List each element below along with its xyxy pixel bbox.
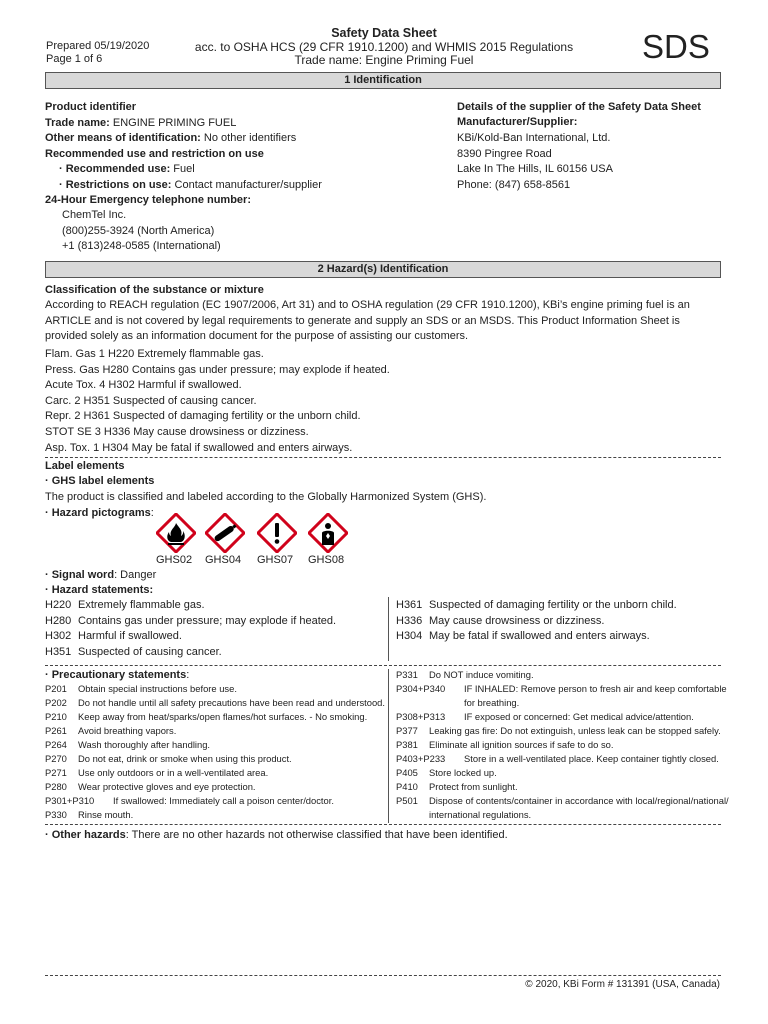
health-hazard-icon xyxy=(308,513,348,553)
statement-text: Avoid breathing vapors. xyxy=(78,725,177,736)
regulation-line: acc. to OSHA HCS (29 CFR 1910.1200) and WHMIS 2015 Regulations xyxy=(194,40,574,54)
statement-code: H220 xyxy=(45,599,72,611)
pictogram-code: GHS04 xyxy=(205,554,242,566)
statement-text: Eliminate all ignition sources if safe to do so. xyxy=(429,739,614,750)
identification-label: Trade name: xyxy=(45,116,110,129)
statement-code: P304+P340 xyxy=(396,683,446,694)
statement-row xyxy=(45,781,256,792)
identification-row xyxy=(45,132,296,144)
statement-code: P210 xyxy=(45,711,67,722)
divider xyxy=(45,824,721,825)
identification-value: Contact manufacturer/supplier xyxy=(171,178,322,191)
signal-word: · Signal word: Danger xyxy=(45,569,157,581)
classification-item: Press. Gas H280 Contains gas under pressure; may explode if heated. xyxy=(45,363,390,376)
classification-item: STOT SE 3 H336 May cause drowsiness or dizziness. xyxy=(45,426,309,438)
statement-code: P261 xyxy=(45,725,67,736)
statement-row xyxy=(45,753,292,764)
section-1-header: 1 Identification xyxy=(45,72,721,89)
statement-text: Keep away from heat/sparks/open flames/hot surfaces. - No smoking. xyxy=(78,711,368,722)
statement-code: P377 xyxy=(396,725,418,736)
statement-text: Do not handle until all safety precautions have been read and understood. xyxy=(78,697,385,708)
statement-code: H280 xyxy=(45,614,72,627)
statement-row xyxy=(396,683,727,694)
statement-text: IF exposed or concerned: Get medical advice/attention. xyxy=(464,711,694,722)
statement-code: P330 xyxy=(45,809,67,820)
identification-value: No other identifiers xyxy=(200,132,297,144)
divider xyxy=(45,457,721,458)
identification-label: Recommended use and restriction on use xyxy=(45,147,264,160)
label-elements-heading: Label elements xyxy=(45,460,125,472)
statement-text: Protect from sunlight. xyxy=(429,781,518,792)
hazard-pictograms-label: · Hazard pictograms: xyxy=(45,507,154,519)
ghs-text: The product is classified and labeled according to the Globally Harmonized System (GHS). xyxy=(45,491,487,503)
statement-text: Obtain special instructions before use. xyxy=(78,683,237,694)
identification-value: Fuel xyxy=(170,163,195,175)
exclamation-icon xyxy=(257,513,297,553)
statement-row xyxy=(396,725,721,736)
section-2-header: 2 Hazard(s) Identification xyxy=(45,261,721,278)
statement-text: Use only outdoors or in a well-ventilated area. xyxy=(78,767,269,778)
statement-row xyxy=(396,767,497,778)
statement-row xyxy=(45,615,336,627)
identification-label: Other means of identification: xyxy=(45,132,201,144)
pictogram-code: GHS02 xyxy=(156,554,193,566)
identification-label: Product identifier xyxy=(45,101,137,113)
page-number: Page 1 of 6 xyxy=(46,53,103,65)
statement-row xyxy=(396,795,729,806)
statement-row xyxy=(396,781,518,792)
hazard-statements-label: · Hazard statements: xyxy=(45,584,154,596)
statement-code: H351 xyxy=(45,645,72,658)
prepared-date: Prepared 05/19/2020 xyxy=(46,40,150,52)
divider xyxy=(45,665,721,666)
statement-row xyxy=(396,669,534,680)
identification-row xyxy=(45,148,264,160)
statement-row xyxy=(45,630,182,642)
statement-row xyxy=(396,753,719,764)
statement-row xyxy=(45,683,237,694)
emergency-line: +1 (813)248-0585 (International) xyxy=(62,240,221,252)
statement-code: H304 xyxy=(396,630,423,642)
statement-code: P301+P310 xyxy=(45,795,95,806)
statement-text: IF INHALED: Remove person to fresh air and keep comfortable xyxy=(464,683,727,694)
identification-value: ENGINE PRIMING FUEL xyxy=(109,116,237,129)
column-divider xyxy=(388,597,389,661)
statement-code: P270 xyxy=(45,753,67,764)
statement-text: May cause drowsiness or dizziness. xyxy=(429,614,605,627)
statement-row xyxy=(45,599,205,611)
statement-code: P410 xyxy=(396,781,418,792)
statement-code: H302 xyxy=(45,630,72,642)
supplier-line: Lake In The Hills, IL 60156 USA xyxy=(457,163,613,175)
supplier-heading: Details of the supplier of the Safety Data Sheet xyxy=(457,101,701,113)
statement-text: Rinse mouth. xyxy=(78,809,134,820)
statement-code: P280 xyxy=(45,781,67,792)
manufacturer-label: Manufacturer/Supplier: xyxy=(457,116,578,128)
identification-row xyxy=(59,179,322,191)
column-divider xyxy=(388,669,389,823)
supplier-line: 8390 Pingree Road xyxy=(457,147,552,160)
footer-divider xyxy=(45,975,721,976)
pictogram-code: GHS07 xyxy=(257,554,294,566)
statement-code: H336 xyxy=(396,614,423,627)
classification-item: Carc. 2 H351 Suspected of causing cancer. xyxy=(45,394,257,407)
statement-code: P331 xyxy=(396,669,418,680)
identification-row xyxy=(59,163,195,175)
statement-code: P501 xyxy=(396,795,418,806)
statement-text: Store locked up. xyxy=(429,767,497,778)
statement-row xyxy=(45,739,210,750)
statement-code: P202 xyxy=(45,697,67,708)
flame-icon xyxy=(156,513,196,553)
classification-item: Repr. 2 H361 Suspected of damaging fertility or the unborn child. xyxy=(45,410,361,423)
document-title: Safety Data Sheet xyxy=(331,26,437,40)
statement-code: P201 xyxy=(45,683,67,694)
statement-row xyxy=(45,767,268,778)
trade-name-line: Trade name: Engine Priming Fuel xyxy=(294,53,474,67)
statement-continuation: for breathing. xyxy=(464,697,520,708)
statement-row xyxy=(45,809,133,820)
statement-continuation: international regulations. xyxy=(429,809,532,820)
statement-row xyxy=(45,795,334,806)
classification-item: Asp. Tox. 1 H304 May be fatal if swallowed and enters airways. xyxy=(45,441,353,454)
statement-code: P271 xyxy=(45,767,67,778)
statement-code: P405 xyxy=(396,767,418,778)
statement-text: Do not eat, drink or smoke when using this product. xyxy=(78,753,292,764)
statement-text: Extremely flammable gas. xyxy=(78,599,205,611)
statement-text: May be fatal if swallowed and enters airways. xyxy=(429,630,650,642)
identification-label: · Recommended use: xyxy=(59,163,171,175)
statement-code: P381 xyxy=(396,739,418,750)
identification-label: 24-Hour Emergency telephone number: xyxy=(45,194,251,206)
statement-text: Store in a well-ventilated place. Keep container tightly closed. xyxy=(464,753,719,764)
supplier-line: Phone: (847) 658-8561 xyxy=(457,178,571,191)
statement-text: Wear protective gloves and eye protection. xyxy=(78,781,256,792)
identification-row xyxy=(45,117,236,129)
statement-text: If swallowed: Immediately call a poison center/doctor. xyxy=(113,795,334,806)
classification-text: According to REACH regulation (EC 1907/2006, Art 31) and to OSHA regulation (29 CFR 1910.1200), KBi’s engine priming fuel is an ARTICLE and is not covered by legal requirements to generate and supply an SDS or an MSDS. This Product Information Sheet is provided solely as an information document for the purpose of assisting our customers. xyxy=(45,299,690,343)
emergency-line: ChemTel Inc. xyxy=(62,209,127,221)
statement-text: Leaking gas fire: Do not extinguish, unless leak can be stopped safely. xyxy=(429,725,721,736)
statement-row xyxy=(396,711,694,722)
statement-row xyxy=(45,697,385,708)
classification-heading: Classification of the substance or mixture xyxy=(45,284,264,296)
statement-code: P264 xyxy=(45,739,67,750)
statement-text: Wash thoroughly after handling. xyxy=(78,739,211,750)
statement-row xyxy=(45,711,367,722)
identification-row xyxy=(45,194,251,206)
statement-text: Harmful if swallowed. xyxy=(78,630,182,642)
statement-row xyxy=(45,725,176,736)
statement-text: Dispose of contents/container in accordance with local/regional/national/ xyxy=(429,795,729,806)
statement-text: Suspected of damaging fertility or the unborn child. xyxy=(429,599,677,611)
classification-item: Acute Tox. 4 H302 Harmful if swallowed. xyxy=(45,379,242,392)
precautionary-label: · Precautionary statements: xyxy=(45,669,190,681)
identification-label: · Restrictions on use: xyxy=(59,178,172,191)
statement-code: P308+P313 xyxy=(396,711,446,722)
statement-row xyxy=(396,599,677,611)
statement-row xyxy=(396,615,604,627)
statement-code: P403+P233 xyxy=(396,753,446,764)
statement-code: H361 xyxy=(396,599,423,611)
statement-row xyxy=(396,630,650,642)
ghs-label-elements-heading: · GHS label elements xyxy=(45,475,155,487)
footer-copyright: © 2020, KBi Form # 131391 (USA, Canada) xyxy=(525,979,720,990)
other-hazards: · Other hazards: There are no other hazards not otherwise classified that have been identified. xyxy=(45,829,508,841)
statement-row xyxy=(396,739,613,750)
gas-cylinder-icon xyxy=(205,513,245,553)
supplier-line: KBi/Kold-Ban International, Ltd. xyxy=(457,132,611,144)
statement-text: Suspected of causing cancer. xyxy=(78,645,222,658)
pictogram-code: GHS08 xyxy=(308,554,345,566)
identification-row xyxy=(45,101,136,113)
statement-row xyxy=(45,646,222,658)
sds-logo-text: SDS xyxy=(642,28,710,65)
emergency-line: (800)255-3924 (North America) xyxy=(62,224,215,237)
statement-text: Contains gas under pressure; may explode if heated. xyxy=(78,614,337,627)
classification-item: Flam. Gas 1 H220 Extremely flammable gas. xyxy=(45,348,264,360)
statement-text: Do NOT induce vomiting. xyxy=(429,669,534,680)
